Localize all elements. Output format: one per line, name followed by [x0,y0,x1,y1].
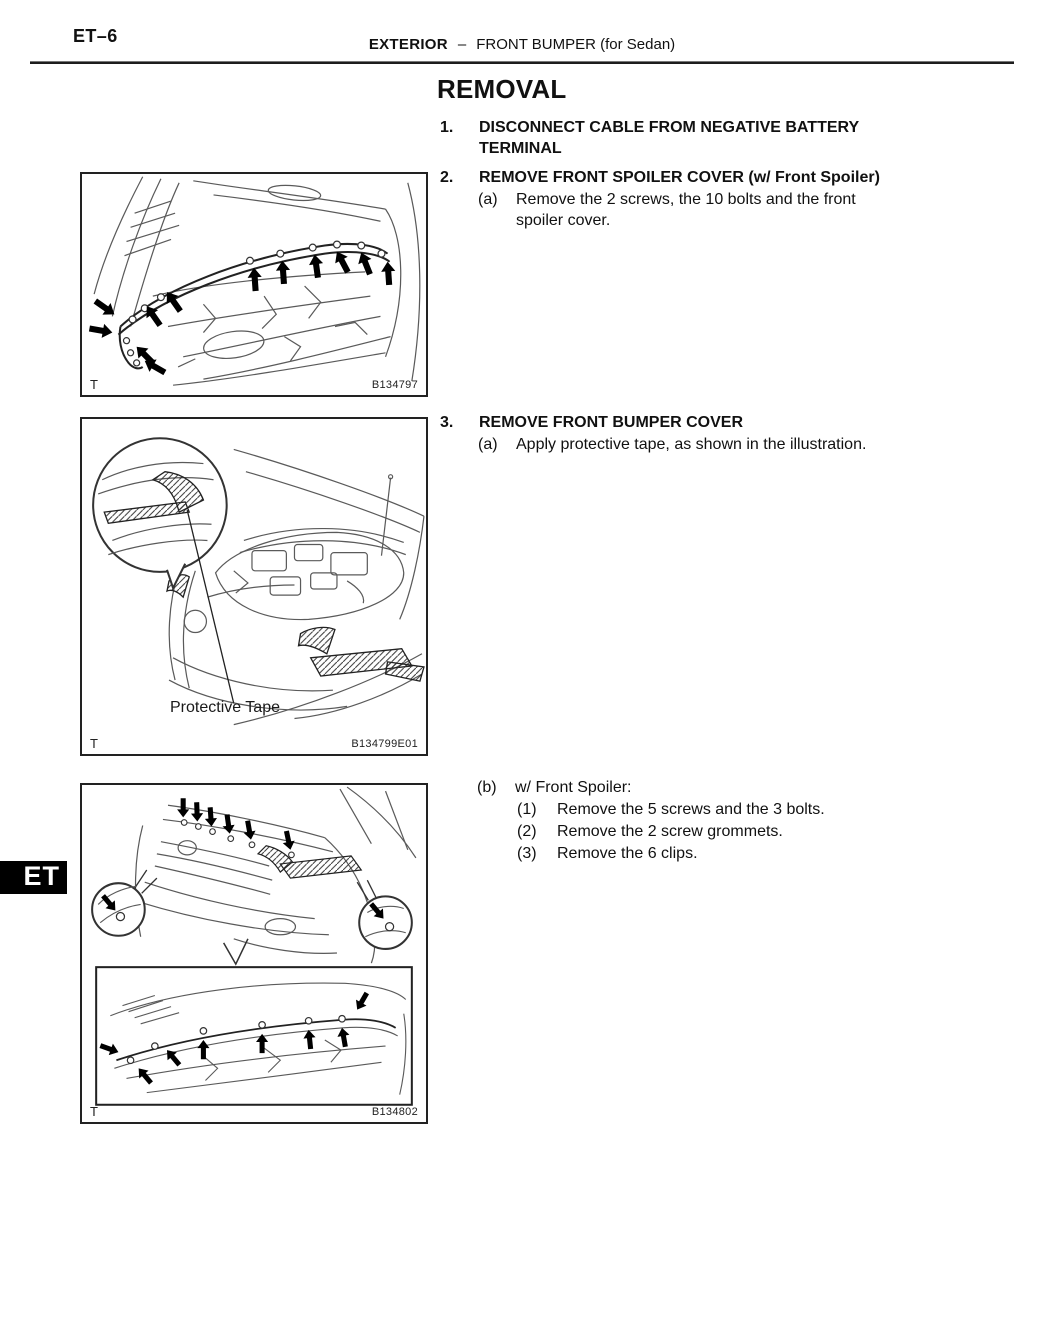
step-3b3-text: Remove the 6 clips. [557,845,698,862]
step-3b-text: w/ Front Spoiler: [515,779,632,796]
header-rule [30,61,1014,64]
step-2-number: 2. [440,169,454,186]
header-dash: – [457,36,467,53]
step-2-heading: REMOVE FRONT SPOILER COVER (w/ Front Spoiler) [479,169,880,186]
step-3b-label: (b) [477,779,497,796]
front-spoiler-line-art [82,785,426,1122]
page-code: ET–6 [73,26,118,46]
figure-corner-label: T [90,377,98,392]
figure-protective-tape [80,417,428,756]
underside-inset-box [96,967,412,1105]
step-3-heading: REMOVE FRONT BUMPER COVER [479,414,744,431]
figure-code: B134799E01 [351,738,418,750]
protective-tape-label: Protective Tape [170,699,280,716]
step-3b1-text: Remove the 5 screws and the 3 bolts. [557,801,825,818]
right-inset-circle [359,896,412,949]
section-tab-et: ET [0,861,67,894]
step-3a-text: Apply protective tape, as shown in the illustration. [516,436,867,453]
step-3b2-label: (2) [517,823,537,840]
page-title: REMOVAL [437,74,567,104]
figure-code: B134797 [371,379,418,391]
step-2a-text: Remove the 2 screws, the 10 bolts and the front spoiler cover. [516,191,856,229]
step-3b1-label: (1) [517,801,537,818]
clip-arrows [177,798,296,851]
spoiler-cover-line-art [82,174,426,395]
step-3a-label: (a) [478,436,498,453]
header-section: EXTERIOR [368,36,448,53]
figure-code: B134802 [371,1106,418,1118]
figure-spoiler-cover-fasteners [80,172,428,397]
step-3b2-text: Remove the 2 screw grommets. [557,823,783,840]
step-3-number: 3. [440,414,454,431]
step-2a-label: (a) [478,191,498,208]
step-1-heading: DISCONNECT CABLE FROM NEGATIVE BATTERY TERMINAL [479,119,859,157]
step-1-number: 1. [440,119,454,136]
header-topic: FRONT BUMPER (for Sedan) [476,36,676,53]
figure-corner-label: T [90,736,98,751]
header-title [0,36,1044,53]
figure-corner-label: T [90,1104,98,1119]
step-3b3-label: (3) [517,845,537,862]
figure-front-spoiler-fasteners [80,783,428,1124]
